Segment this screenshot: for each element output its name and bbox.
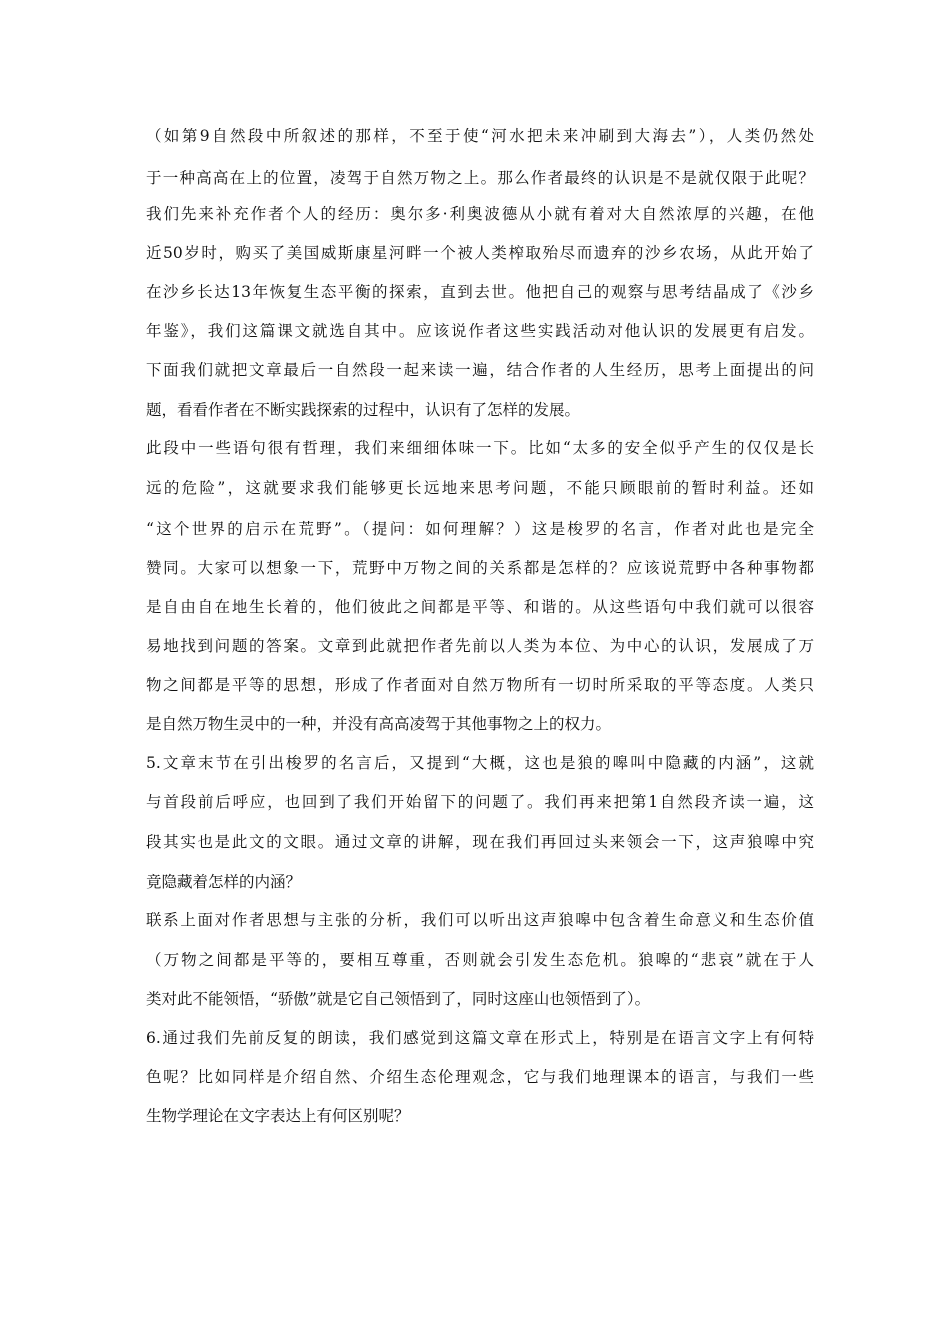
text-line: 是自由自在地生长着的，他们彼此之间都是平等、和谐的。从这些语句中我们就可以很容 [146,598,814,616]
text-line: 色呢？比如同样是介绍自然、介绍生态伦理观念，它与我们地理课本的语言，与我们一些 [146,1068,814,1086]
text-line: （如第9自然段中所叙述的那样，不至于使“河水把未来冲刷到大海去”），人类仍然处 [146,127,814,145]
text-line: 与首段前后呼应，也回到了我们开始留下的问题了。我们再来把第1自然段齐读一遍，这 [146,793,814,811]
text-line: 联系上面对作者思想与主张的分析，我们可以听出这声狼嗥中包含着生命意义和生态价值 [146,911,814,929]
text-line: 段其实也是此文的文眼。通过文章的讲解，现在我们再回过头来领会一下，这声狼嗥中究 [146,833,814,851]
text-line: 下面我们就把文章最后一自然段一起来读一遍，结合作者的人生经历，思考上面提出的问 [146,361,814,379]
text-line: “这个世界的启示在荒野”。（提问：如何理解？）这是梭罗的名言，作者对此也是完全 [146,520,814,538]
text-line: 类对此不能领悟，“骄傲”就是它自己领悟到了，同时这座山也领悟到了）。 [146,990,651,1008]
text-line: （万物之间都是平等的，要相互尊重，否则就会引发生态危机。狼嗥的“悲哀”就在于人 [146,951,814,969]
text-line: 生物学理论在文字表达上有何区别呢？ [146,1107,410,1125]
text-line: 我们先来补充作者个人的经历：奥尔多·利奥波德从小就有着对大自然浓厚的兴趣，在他 [146,205,814,223]
text-line: 于一种高高在上的位置，凌驾于自然万物之上。那么作者最终的认识是不是就仅限于此呢？ [146,169,814,187]
text-line: 赞同。大家可以想象一下，荒野中万物之间的关系都是怎样的？应该说荒野中各种事物都 [146,559,814,577]
text-line: 年鉴》，我们这篇课文就选自其中。应该说作者这些实践活动对他认识的发展更有启发。 [146,322,814,340]
text-line: 题，看看作者在不断实践探索的过程中，认识有了怎样的发展。 [146,401,581,419]
text-line: 5.文章末节在引出梭罗的名言后，又提到“大概，这也是狼的嗥叫中隐藏的内涵”，这就 [146,754,814,772]
text-line: 在沙乡长达13年恢复生态平衡的探索，直到去世。他把自己的观察与思考结晶成了《沙乡 [146,283,814,301]
text-line: 6.通过我们先前反复的朗读，我们感觉到这篇文章在形式上，特别是在语言文字上有何特 [146,1029,814,1047]
text-line: 竟隐藏着怎样的内涵？ [146,873,302,891]
text-line: 是自然万物生灵中的一种，并没有高高凌驾于其他事物之上的权力。 [146,715,612,733]
text-line: 此段中一些语句很有哲理，我们来细细体味一下。比如“太多的安全似乎产生的仅仅是长 [146,439,814,457]
text-line: 物之间都是平等的思想，形成了作者面对自然万物所有一切时所采取的平等态度。人类只 [146,676,814,694]
text-line: 近50岁时，购买了美国威斯康星河畔一个被人类榨取殆尽而遗弃的沙乡农场，从此开始了 [146,244,814,262]
text-line: 远的危险”，这就要求我们能够更长远地来思考问题，不能只顾眼前的暂时利益。还如 [146,479,814,497]
text-line: 易地找到问题的答案。文章到此就把作者先前以人类为本位、为中心的认识，发展成了万 [146,637,814,655]
